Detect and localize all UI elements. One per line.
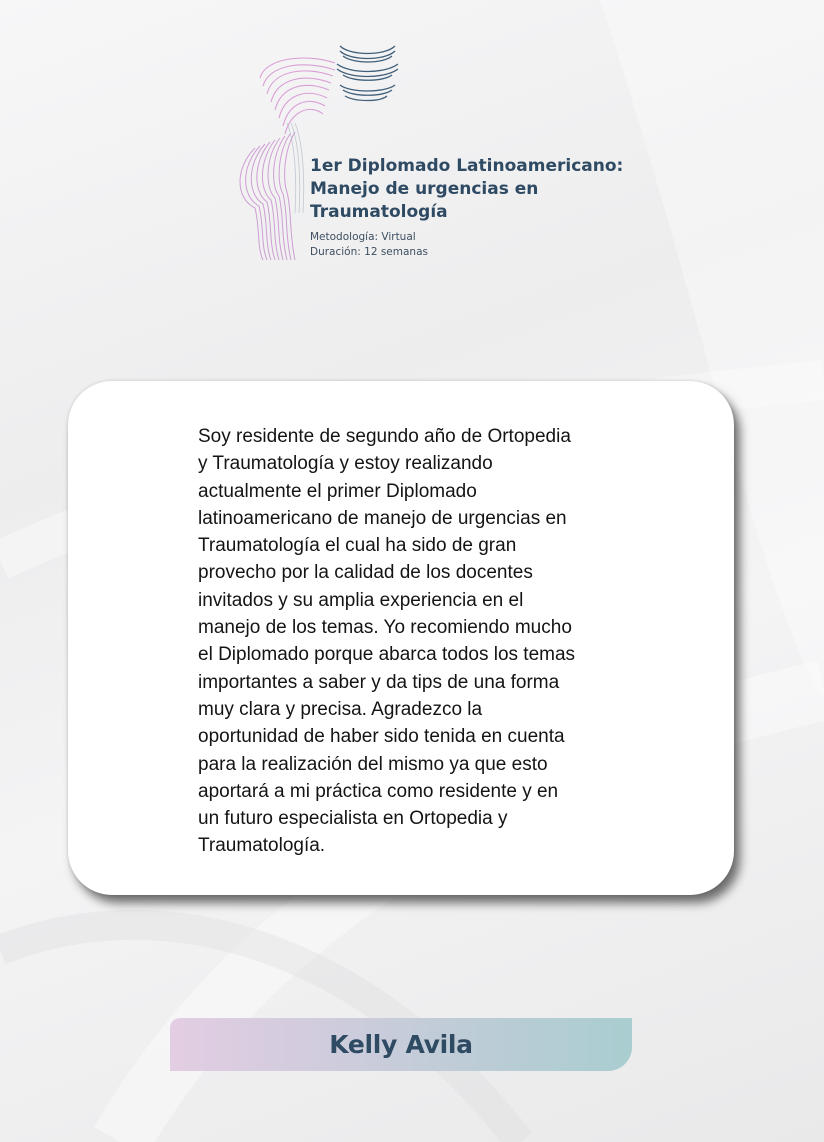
author-name-banner: [170, 1018, 632, 1071]
logo-femur-lines: [240, 132, 295, 260]
logo-pelvis-fade: [287, 123, 304, 213]
course-title: [310, 155, 630, 224]
author-name: Kelly Avila: [329, 1030, 473, 1059]
course-methodology: Metodología: Virtual: [310, 231, 416, 243]
course-brand: [310, 155, 630, 260]
course-title-line-2: Manejo de urgencias en: [310, 179, 539, 199]
course-title-line-3: Traumatología: [310, 202, 448, 222]
course-duration: Duración: 12 semanas: [310, 246, 428, 258]
course-title-line-1: 1er Diplomado Latinoamericano:: [310, 156, 624, 176]
course-meta: [310, 230, 630, 260]
testimonial-text: Soy residente de segundo año de Ortopedia y Traumatología y estoy realizando actualmente el primer Diplomado latinoamericano de manejo de urgencias en Traumatología el cual ha sido de gran provecho por la calidad de los docentes invitados y su amplia experiencia en el manejo de los temas. Yo recomiendo mucho el Diplomado porque abarca todos los temas importantes a saber y da tips de una forma muy clara y precisa. Agradezco la oportunidad de haber sido tenida en cuenta para la realización del mismo ya que esto aportará a mi práctica como residente y en un futuro especialista en Ortopedia y Traumatología.: [198, 426, 576, 857]
logo-vertebra-mark: [337, 46, 398, 101]
testimonial-card: [68, 381, 734, 895]
logo-bone-lines: [260, 58, 335, 134]
